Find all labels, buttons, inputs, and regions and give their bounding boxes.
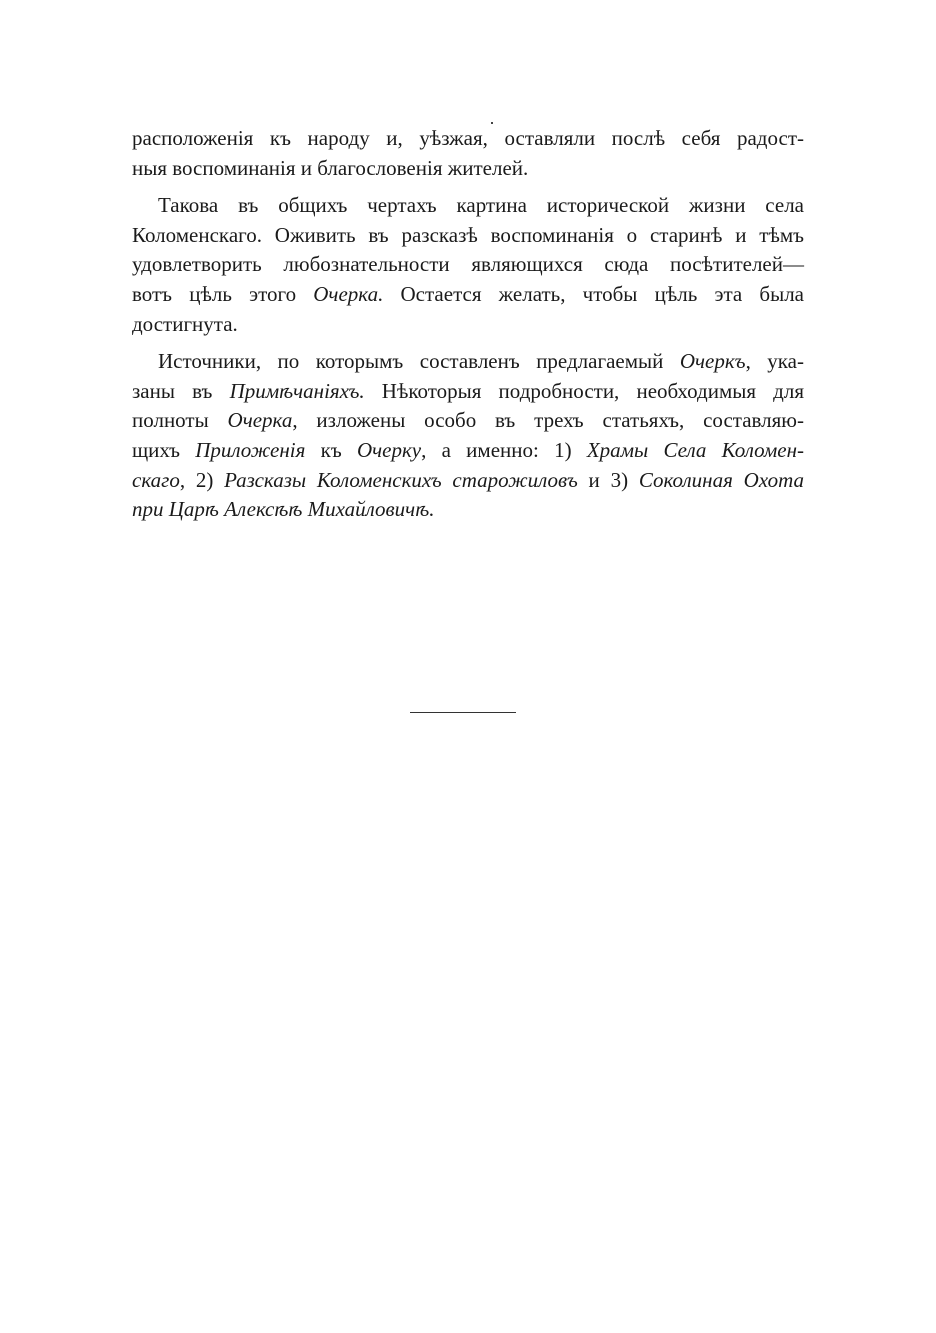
text-run: Нѣкоторыя подробности, необходимыя для bbox=[364, 378, 804, 403]
text-run: , изложены особо въ трехъ статьяхъ, составляю- bbox=[292, 408, 804, 433]
text-line: Такова въ общихъ чертахъ картина исторической жизни села bbox=[158, 193, 804, 218]
text-run: Остается желать, чтобы цѣль эта была bbox=[383, 281, 804, 306]
text-run: вотъ цѣль этого bbox=[132, 281, 314, 306]
italic-title: при Царѣ Алексѣѣ Михайловичѣ. bbox=[132, 497, 435, 522]
text-line: Коломенскаго. Оживить въ разсказѣ воспоминанія о старинѣ и тѣмъ bbox=[132, 222, 804, 247]
italic-title: Храмы Села Коломен- bbox=[586, 437, 804, 462]
text-run: заны въ bbox=[132, 378, 230, 403]
paragraph-2 bbox=[132, 191, 804, 339]
section-divider bbox=[410, 712, 516, 713]
text-run: полноты bbox=[132, 408, 228, 433]
text-run: и 3) bbox=[577, 467, 639, 492]
italic-title: Примѣчаніяхъ. bbox=[229, 378, 365, 403]
text-run: Источники, по которымъ составленъ предлагаемый bbox=[158, 349, 680, 374]
text-run: , ука- bbox=[745, 349, 804, 374]
italic-title: скаго bbox=[132, 467, 180, 492]
text-line: ныя воспоминанія и благословенія жителей. bbox=[132, 155, 529, 180]
body-text bbox=[132, 124, 804, 533]
text-line: достигнута. bbox=[132, 311, 238, 336]
text-line bbox=[132, 280, 804, 310]
italic-title: Приложенія bbox=[195, 437, 306, 462]
italic-title: Очеркъ bbox=[679, 349, 746, 374]
paragraph-3 bbox=[132, 347, 804, 525]
text-run: къ bbox=[305, 437, 357, 462]
text-line: расположенія къ народу и, уѣзжая, оставляли послѣ себя радост- bbox=[132, 126, 804, 150]
text-run: , а именно: 1) bbox=[421, 437, 587, 462]
text-line bbox=[132, 436, 804, 466]
italic-title: Соколиная Охота bbox=[638, 467, 804, 492]
italic-title: Очерка bbox=[227, 408, 293, 433]
italic-title: Разсказы Коломенскихъ старожиловъ bbox=[224, 467, 578, 492]
text-line: удовлетворить любознательности являющихся сюда посѣтителей— bbox=[132, 252, 804, 277]
text-line bbox=[132, 347, 804, 377]
text-line bbox=[132, 406, 804, 436]
text-line bbox=[132, 377, 804, 407]
text-line bbox=[132, 466, 804, 496]
paragraph-1 bbox=[132, 124, 804, 183]
text-line bbox=[132, 495, 804, 525]
italic-title: Очерка. bbox=[313, 281, 384, 306]
italic-title: Очерку bbox=[356, 437, 422, 462]
text-run: щихъ bbox=[132, 437, 196, 462]
text-run: , 2) bbox=[179, 467, 225, 492]
